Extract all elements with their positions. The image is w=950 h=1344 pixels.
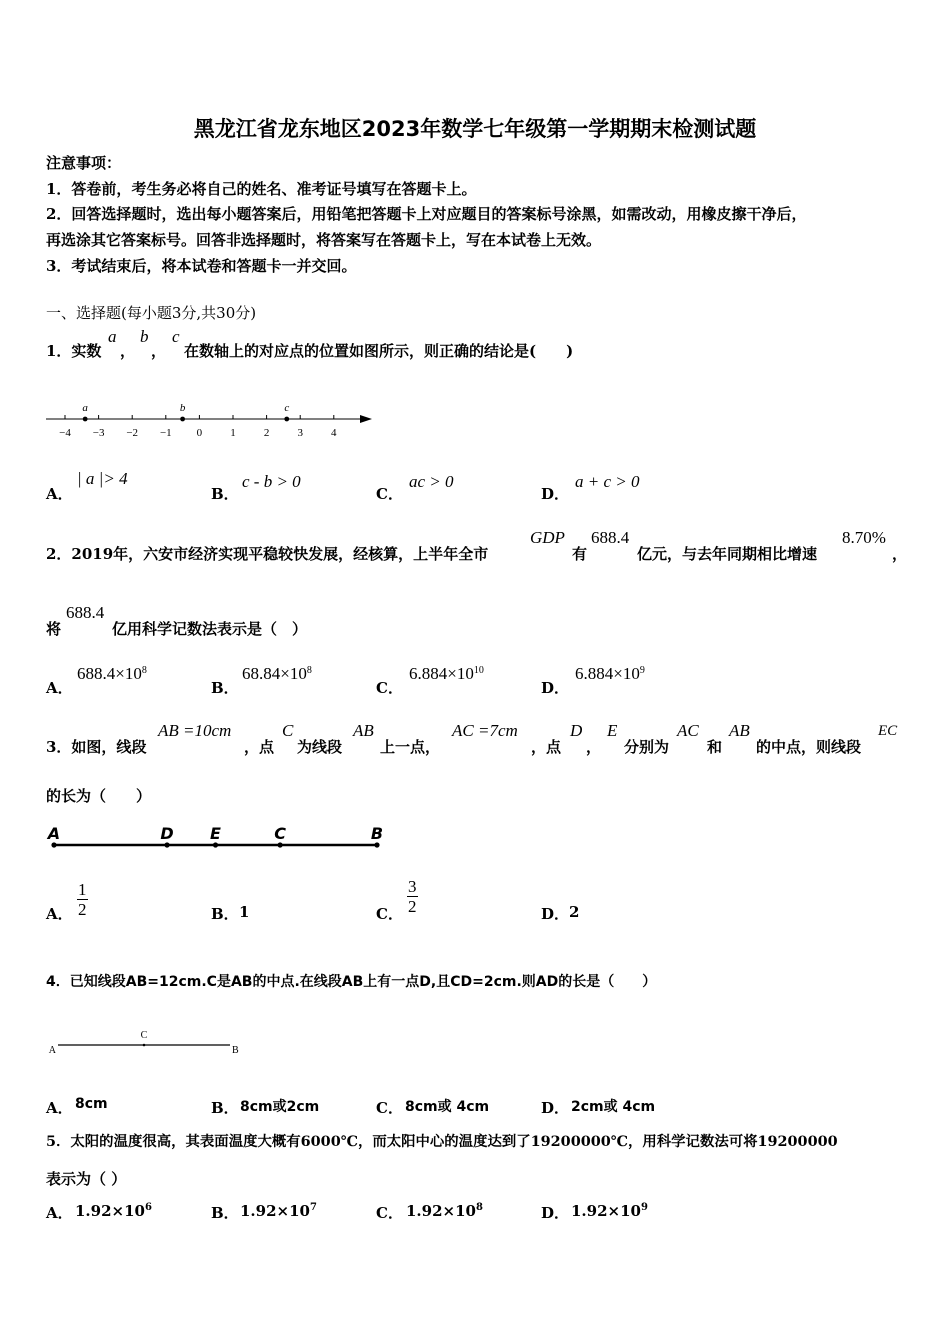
q4-label-B: B xyxy=(232,1045,239,1056)
q3-text-1: 3．如图，线段 xyxy=(46,738,147,756)
segment-label-C: C xyxy=(274,824,286,843)
q4-label-A: A xyxy=(48,1045,56,1056)
q5-option-c-key[interactable]: C． xyxy=(376,1204,403,1222)
axis-tick-label: −2 xyxy=(126,427,139,439)
q3-option-c-den: 2 xyxy=(408,897,417,916)
axis-tick-label: 4 xyxy=(331,427,337,439)
q3-text-2: ，点 xyxy=(244,738,275,756)
segment-label-E: E xyxy=(210,824,221,843)
segment-ab-figure xyxy=(44,820,394,856)
q1-prefix: 1．实数 xyxy=(46,342,102,360)
q5-option-a-base: 1.92×10 xyxy=(75,1202,145,1220)
q3-text-4: 上一点， xyxy=(380,738,441,756)
q5-text-2: 表示为（ ） xyxy=(46,1170,127,1188)
q4-option-c-key[interactable]: C． xyxy=(376,1099,403,1117)
notes-item-3: 3．考试结束后，将本试卷和答题卡一并交回。 xyxy=(46,257,357,275)
q1-option-b-key[interactable]: B． xyxy=(211,485,239,503)
q2-option-a-base: 688.4×10 xyxy=(77,664,142,683)
q3-text-6: ， xyxy=(586,738,602,756)
q3-option-c-key[interactable]: C． xyxy=(376,905,403,923)
q1-suffix: 在数轴上的对应点的位置如图所示，则正确的结论是( ) xyxy=(184,342,574,360)
q1-option-c-key[interactable]: C． xyxy=(376,485,403,503)
q2-option-a[interactable] xyxy=(77,664,147,684)
q3-option-b[interactable]: 1 xyxy=(239,903,250,921)
q3-option-d-key[interactable]: D． xyxy=(541,905,570,923)
q5-option-b-key[interactable]: B． xyxy=(211,1204,239,1222)
q4-option-c[interactable]: 8cm或 4cm xyxy=(405,1099,490,1115)
q5-option-a-exp: 6 xyxy=(144,1202,152,1213)
q4-option-a[interactable]: 8cm xyxy=(75,1096,108,1112)
number-line-arrow-icon xyxy=(360,415,372,423)
segment-ac-b-figure xyxy=(46,1025,246,1061)
q5-option-d-exp: 9 xyxy=(640,1202,648,1213)
axis-tick-label: −3 xyxy=(92,427,105,439)
page-title: 黑龙江省龙东地区2023年数学七年级第一学期期末检测试题 xyxy=(193,117,757,141)
q2-gdp: GDP xyxy=(530,528,565,547)
q5-option-d-base: 1.92×10 xyxy=(571,1202,641,1220)
q2-option-d-exp: 9 xyxy=(639,665,645,676)
axis-point-label-c: c xyxy=(284,402,290,414)
q2-option-c-exp: 10 xyxy=(473,665,484,676)
q5-option-b[interactable] xyxy=(240,1202,317,1220)
q1-option-d[interactable]: a + c > 0 xyxy=(575,472,640,491)
q2-option-b-exp: 8 xyxy=(306,665,312,676)
q1-option-d-key[interactable]: D． xyxy=(541,485,570,503)
segment-label-D: D xyxy=(160,824,174,843)
q2-line2-value: 688.4 xyxy=(66,603,105,622)
q2-text-1: 2．2019年，六安市经济实现平稳较快发展，经核算，上半年全市 xyxy=(46,545,489,563)
q5-option-c-base: 1.92×10 xyxy=(406,1202,476,1220)
axis-tick-label: 1 xyxy=(230,427,236,439)
q3-ac-eq: AC =7cm xyxy=(452,721,518,740)
q4-option-d-key[interactable]: D． xyxy=(541,1099,570,1117)
axis-tick-label: 0 xyxy=(196,427,203,439)
q3-text-9: 的中点，则线段 xyxy=(756,738,862,756)
q1-option-a[interactable]: | a |> 4 xyxy=(77,469,128,488)
q2-option-a-exp: 8 xyxy=(141,665,147,676)
q2-option-c[interactable] xyxy=(409,664,484,684)
q2-option-c-key[interactable]: C． xyxy=(376,679,403,697)
q5-option-b-base: 1.92×10 xyxy=(240,1202,310,1220)
section-heading: 一、选择题(每小题3分,共30分) xyxy=(46,304,257,322)
q2-option-b-key[interactable]: B． xyxy=(211,679,239,697)
q5-option-c-exp: 8 xyxy=(475,1202,483,1213)
q3-point-c: C xyxy=(282,721,294,740)
q4-option-b[interactable]: 8cm或2cm xyxy=(240,1099,320,1115)
q2-line2-b: 亿用科学记数法表示是（ ） xyxy=(112,620,308,638)
q2-rate: 8.70% xyxy=(842,528,886,547)
q2-option-a-key[interactable]: A． xyxy=(46,679,73,697)
segment-point-E xyxy=(213,842,218,847)
q4-option-b-key[interactable]: B． xyxy=(211,1099,239,1117)
segment-point-C xyxy=(278,842,283,847)
q4-option-d[interactable]: 2cm或 4cm xyxy=(571,1099,656,1115)
q2-text-4: ， xyxy=(892,545,908,563)
segment-point-B xyxy=(374,842,379,847)
q5-option-d-key[interactable]: D． xyxy=(541,1204,570,1222)
notes-item-2-cont: 再选涂其它答案标号。回答非选择题时，将答案写在答题卡上，写在本试卷上无效。 xyxy=(46,231,602,249)
q3-option-c[interactable] xyxy=(407,877,418,916)
q3-option-a-key[interactable]: A． xyxy=(46,905,73,923)
q3-option-a[interactable] xyxy=(77,880,88,919)
q3-ab-2: AB xyxy=(729,721,750,740)
q3-ab-eq: AB =10cm xyxy=(158,721,232,740)
q3-option-b-key[interactable]: B． xyxy=(211,905,239,923)
axis-point-c xyxy=(284,417,289,422)
q2-option-c-base: 6.884×10 xyxy=(409,664,474,683)
axis-point-label-a: a xyxy=(82,402,88,414)
q3-option-d[interactable]: 2 xyxy=(569,903,580,921)
q2-option-b[interactable] xyxy=(242,664,312,684)
notes-item-1: 1．答卷前，考生务必将自己的姓名、准考证号填写在答题卡上。 xyxy=(46,180,477,198)
segment-label-B: B xyxy=(370,824,384,843)
q5-option-a[interactable] xyxy=(75,1202,152,1220)
axis-tick-label: 2 xyxy=(263,427,270,439)
q3-option-a-den: 2 xyxy=(78,900,87,919)
q3-text-5: ，点 xyxy=(531,738,562,756)
q1-option-c[interactable]: ac > 0 xyxy=(409,472,454,491)
q5-option-a-key[interactable]: A． xyxy=(46,1204,73,1222)
q3-ac: AC xyxy=(677,721,699,740)
q5-option-d[interactable] xyxy=(571,1202,648,1220)
segment-point-A xyxy=(51,842,56,847)
q1-var-a: a xyxy=(108,327,117,346)
segment-point-D xyxy=(164,842,169,847)
q5-text-1: 5．太阳的温度很高，其表面温度大概有6000℃，而太阳中心的温度达到了19200000℃，用科学记数法可将19200000 xyxy=(46,1133,838,1150)
q1-var-c: c xyxy=(172,327,180,346)
q2-line2-a: 将 xyxy=(46,620,62,638)
q3-option-a-num: 1 xyxy=(78,880,87,899)
axis-point-a xyxy=(83,417,88,422)
q5-option-b-exp: 7 xyxy=(309,1202,317,1213)
q3-text-8: 和 xyxy=(707,738,723,756)
q2-option-d-key[interactable]: D． xyxy=(541,679,570,697)
q3-ec: EC xyxy=(878,723,898,739)
q2-value: 688.4 xyxy=(591,528,630,547)
q2-text-3: 亿元，与去年同期相比增速 xyxy=(637,545,818,563)
segment-label-A: A xyxy=(47,824,61,843)
notes-heading: 注意事项： xyxy=(46,154,122,172)
axis-tick-label: 3 xyxy=(297,427,303,439)
q5-option-c[interactable] xyxy=(406,1202,483,1220)
notes-item-2: 2．回答选择题时，选出每小题答案后，用铅笔把答题卡上对应题目的答案标号涂黑，如需改动，用橡皮擦干净后， xyxy=(46,205,807,223)
number-line-figure xyxy=(40,395,380,445)
q1-option-b[interactable]: c - b > 0 xyxy=(242,472,301,491)
q3-text-7: 分别为 xyxy=(624,738,670,756)
q3-point-e: E xyxy=(607,721,618,740)
q3-ab: AB xyxy=(353,721,374,740)
q2-option-b-base: 68.84×10 xyxy=(242,664,307,683)
axis-tick-label: −1 xyxy=(159,427,172,439)
q2-option-d[interactable] xyxy=(575,664,645,684)
q4-text: 4．已知线段AB=12cm.C是AB的中点.在线段AB上有一点D,且CD=2cm.则AD的长是（ ） xyxy=(46,974,657,990)
q4-option-a-key[interactable]: A． xyxy=(46,1099,73,1117)
q4-point-C xyxy=(143,1044,146,1047)
axis-point-b xyxy=(180,417,185,422)
q4-label-C: C xyxy=(140,1030,148,1041)
q3-option-c-num: 3 xyxy=(408,877,417,896)
q1-var-b: b xyxy=(140,327,149,346)
q1-sep-1: ， xyxy=(120,342,136,360)
axis-point-label-b: b xyxy=(179,402,186,414)
q2-option-d-base: 6.884×10 xyxy=(575,664,640,683)
q3-text-3: 为线段 xyxy=(297,738,343,756)
axis-tick-label: −4 xyxy=(59,427,71,439)
q2-text-2: 有 xyxy=(572,545,588,563)
q3-point-d: D xyxy=(570,721,583,740)
q1-option-a-key[interactable]: A． xyxy=(46,485,73,503)
q1-sep-2: ， xyxy=(151,342,167,360)
q3-line2: 的长为（ ） xyxy=(46,787,152,805)
